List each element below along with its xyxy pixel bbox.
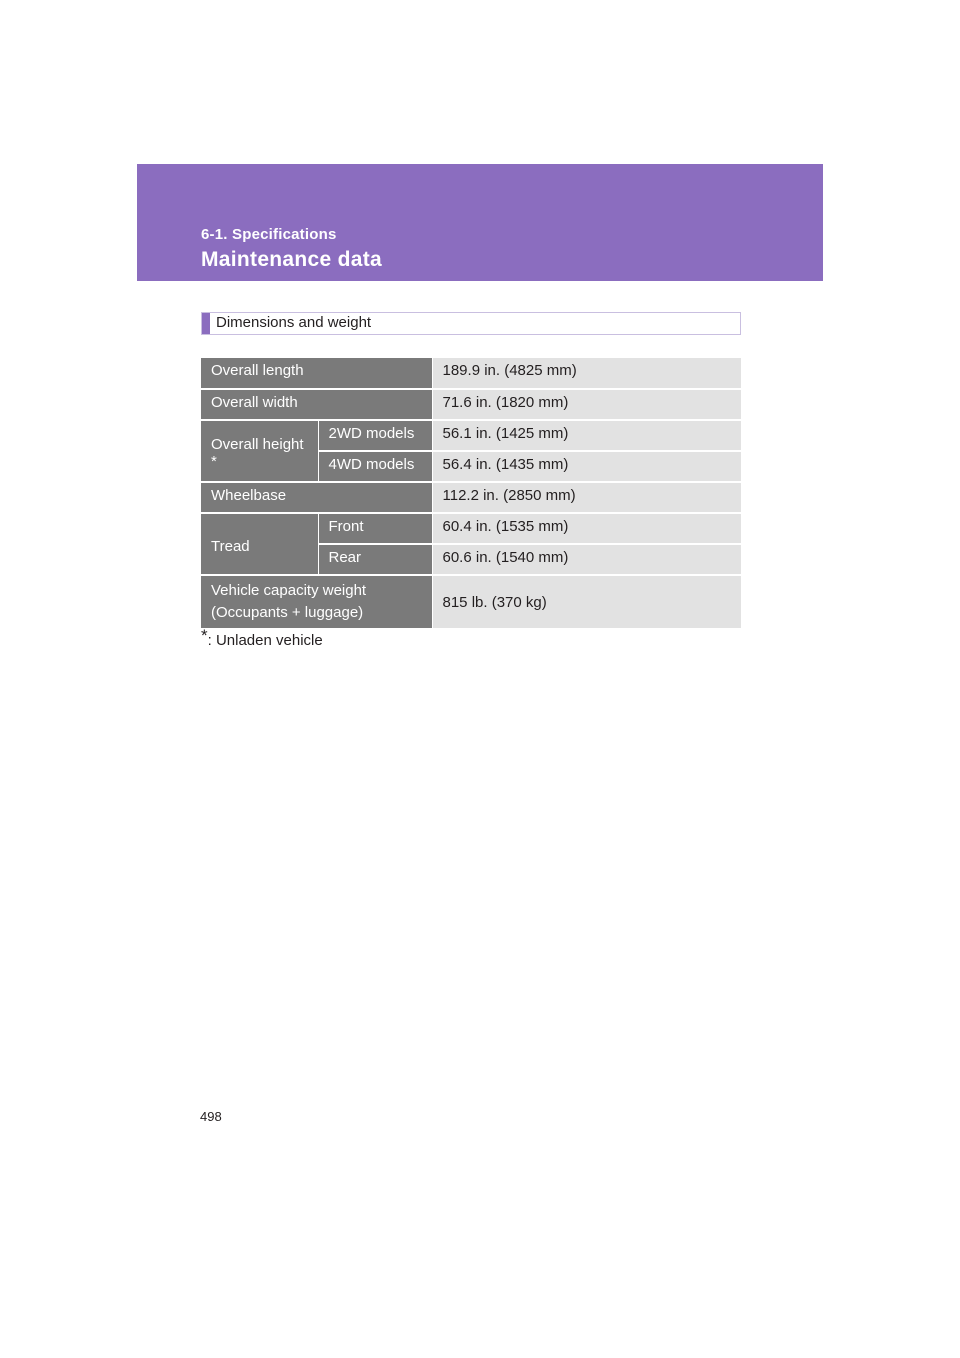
row-value-tread-rear: 60.6 in. (1540 mm) (432, 544, 741, 575)
row-label-wheelbase: Wheelbase (201, 482, 432, 513)
capacity-label-line1: Vehicle capacity weight (211, 582, 367, 599)
row-label-tread: Tread (201, 513, 318, 575)
capacity-label-line2: (Occupants + luggage) (211, 604, 364, 621)
row-value-height-2wd: 56.1 in. (1425 mm) (432, 420, 741, 451)
page-number: 498 (200, 1109, 222, 1124)
subheading-box (201, 312, 741, 335)
table-row (201, 389, 741, 420)
row-value-wheelbase: 112.2 in. (2850 mm) (432, 482, 741, 513)
row-value-tread-front: 60.4 in. (1535 mm) (432, 513, 741, 544)
footnote-mark: * (201, 626, 208, 645)
subheading-accent-bar (202, 313, 210, 334)
header-band (137, 164, 823, 281)
row-label-overall-height: Overall height * (201, 420, 318, 482)
table-row (201, 513, 741, 544)
table-row (201, 482, 741, 513)
subheading-title: Dimensions and weight (216, 314, 372, 331)
page-title: Maintenance data (201, 248, 383, 271)
row-sublabel-2wd: 2WD models (318, 420, 432, 451)
row-label-overall-width: Overall width (201, 389, 432, 420)
table-row (201, 575, 741, 629)
footnote-text: : Unladen vehicle (207, 632, 323, 649)
section-label: 6-1. Specifications (201, 226, 337, 243)
row-sublabel-front: Front (318, 513, 432, 544)
row-value-height-4wd: 56.4 in. (1435 mm) (432, 451, 741, 482)
footnote (201, 626, 323, 650)
row-sublabel-4wd: 4WD models (318, 451, 432, 482)
table-row (201, 420, 741, 451)
spec-table (201, 358, 741, 630)
row-value-overall-width: 71.6 in. (1820 mm) (432, 389, 741, 420)
row-sublabel-rear: Rear (318, 544, 432, 575)
table-row (201, 358, 741, 389)
row-label-overall-length: Overall length (201, 358, 432, 389)
row-label-capacity (201, 575, 432, 629)
row-value-capacity: 815 lb. (370 kg) (432, 575, 741, 629)
row-value-overall-length: 189.9 in. (4825 mm) (432, 358, 741, 389)
